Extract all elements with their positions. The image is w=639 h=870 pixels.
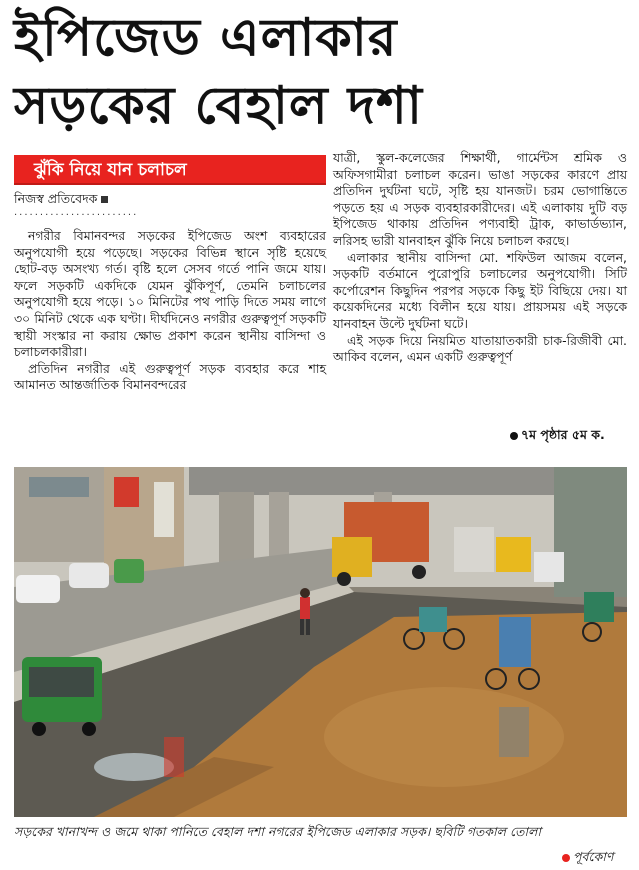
red-dot-icon [562, 854, 570, 862]
continuation-text: ৭ম পৃষ্ঠার ৫ম ক. [521, 427, 605, 442]
byline-divider: ........................ [14, 207, 139, 218]
headline-line-2: সড়কের বেহাল দশা [14, 75, 423, 136]
paragraph: নগরীর বিমানবন্দর সড়কের ইপিজেড অংশ ব্যবহারের অনুপযোগী হয়ে পড়েছে। সড়কের বিভিন্ন স্থানে সৃষ্টি হয়েছে ছোট-বড় অসংখ্য গর্ত। বৃষ্টি হলে সেসব গর্তে পানি জমে যায়। ফলে সড়কটি একদিকে যেমন ঝুঁকিপূর্ণ, তেমনি চলাচলের অনুপযোগী হয়ে পড়ে। ১০ মিনিটের পথ পাড়ি দিতে সময় লাগে ৩০ মিনিট থেকে এক ঘণ্টা। দীর্ঘদিনেও নগরীর গুরুত্বপূর্ণ সড়কটি স্থায়ী সংস্কার না করায় ক্ষোভ প্রকাশ করেন স্থানীয় বাসিন্দা ও চলাচলকারীরা। [14, 228, 326, 360]
article-column-1 [14, 228, 326, 394]
headline-line-1: ইপিজেড এলাকার [14, 7, 398, 68]
article-column-2 [333, 150, 627, 366]
paragraph: যাত্রী, স্কুল-কলেজের শিক্ষার্থী, গার্মেন্টস শ্রমিক ও অফিসগামীরা চলাচল করেন। ভাঙা সড়কের কারণে প্রায় প্রতিদিন দুর্ঘটনা ঘটে, সৃষ্টি হয় যানজট। চরম ভোগান্তিতে পড়তে হয় এ সড়ক ব্যবহারকারীদের। এই এলাকায় দুটি বড় ইপিজেড থাকায় প্রতিদিন পণ্যবাহী ট্রাক, কাভার্ডভ্যান, লরিসহ ভারী যানবাহন ঝুঁকি নিয়ে চলাচল করছে। [333, 150, 627, 248]
byline-text: নিজস্ব প্রতিবেদক [14, 191, 98, 206]
news-photo [14, 467, 627, 817]
continuation-note [510, 427, 605, 447]
kicker-banner: ঝুঁকি নিয়ে যান চলাচল [14, 155, 326, 185]
photo-credit [562, 849, 613, 869]
flooded-road-photo [14, 467, 627, 817]
paragraph: প্রতিদিন নগরীর এই গুরুত্বপূর্ণ সড়ক ব্যবহার করে শাহ আমানত আন্তর্জাতিক বিমানবন্দরের [14, 360, 326, 393]
bullet-icon [510, 432, 518, 440]
photo-caption: সড়কের খানাখন্দ ও জমে থাকা পানিতে বেহাল দশা নগরের ইপিজেড এলাকার সড়ক। ছবিটি গতকাল তোলা [14, 824, 541, 839]
square-bullet-icon [101, 196, 108, 203]
paragraph: এলাকার স্থানীয় বাসিন্দা মো. শফিউল আজম বলেন, সড়কটি বর্তমানে পুরোপুরি চলাচলের অনুপযোগী। সিটি কর্পোরেশন কিছুদিন পরপর সড়কে কিছু ইট বিছিয়ে দেয়। যা কয়েকদিনের মধ্যে বিলীন হয়ে যায়। প্রায়সময় এই সড়কে যানবাহন উল্টে দুর্ঘটনা ঘটে। [333, 249, 627, 331]
paragraph: এই সড়ক দিয়ে নিয়মিত যাতায়াতকারী চাক-রিজীবী মো. আকিব বলেন, এমন একটি গুরুত্বপূর্ণ [333, 332, 627, 365]
credit-text: পূর্বকোণ [573, 849, 614, 864]
headline [14, 4, 574, 140]
